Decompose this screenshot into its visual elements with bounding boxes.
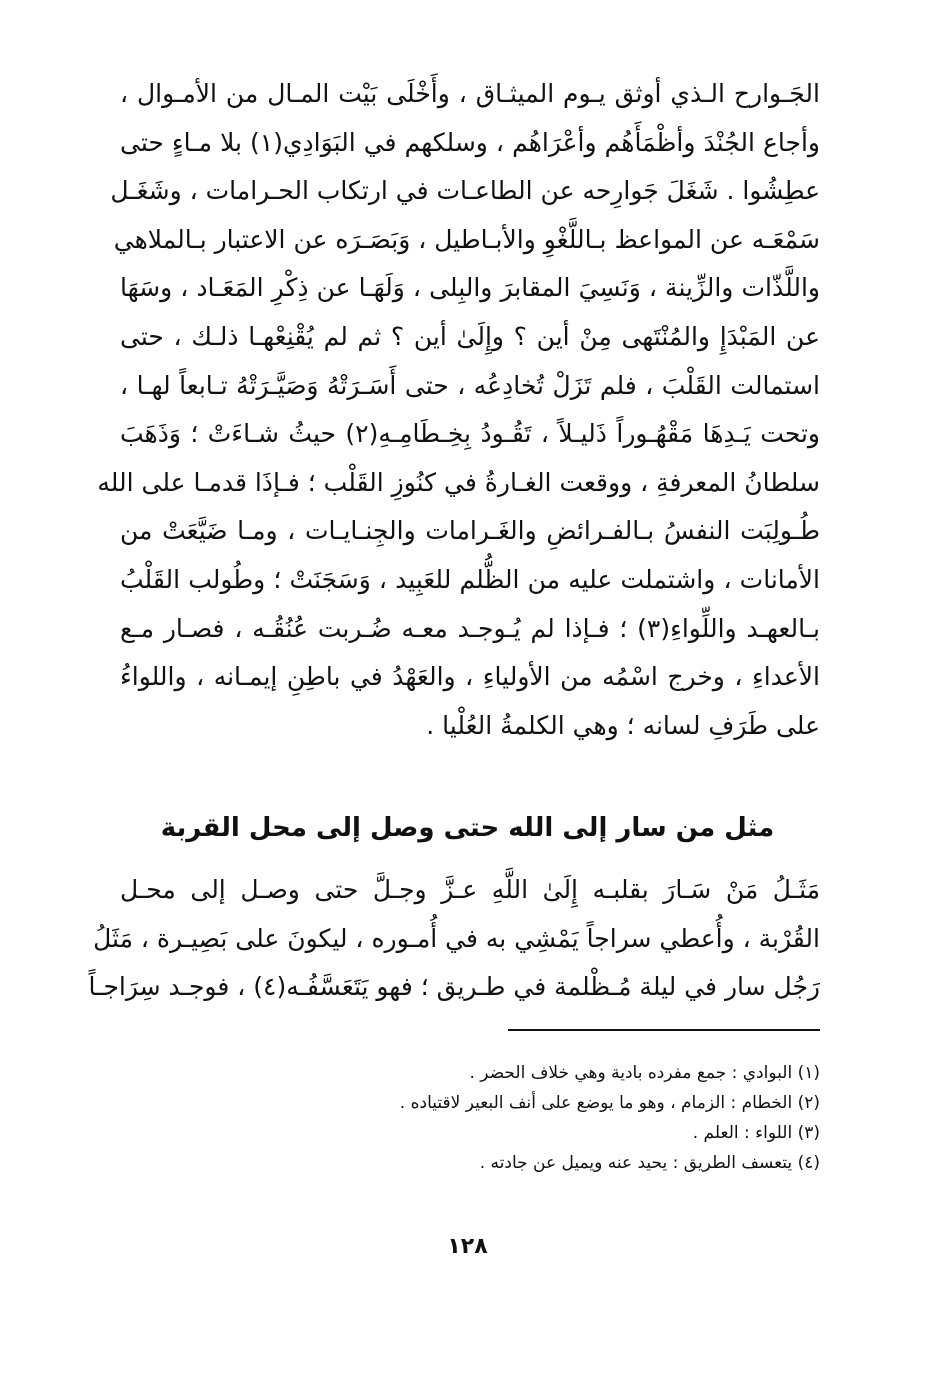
footnote-2: (٢) الخطام : الزمام ، وهو ما يوضع على أنف البعير لاقتياده . [399,1093,820,1113]
text-line: واللَّذّات والزِّينة ، وَنَسِيَ المقابرَ والبِلى ، وَلَهَـا عن ذِكْرِ المَعَـاد ، وسَهَا [120,273,820,303]
text-line: وأجاع الجُنْدَ وأظْمَأَهُم وأعْرَاهُم ، وسلكهم في البَوَادِي(١) بلا مـاءٍ حتى [120,127,820,157]
footnotes [120,1058,820,1178]
text-line: مَثَـلُ مَنْ سَـارَ بقلبـه إِلَىٰ اللَّهِ عـزَّ وجـلَّ حتى وصـل إلى محـل [120,875,820,904]
text-line: الأمانات ، واشتملت عليه من الظُّلم للعَبِيد ، وَسَجَنَتْ ؛ وطُولب القَلْبُ [120,564,820,594]
page-number: ١٢٨ [447,1234,488,1259]
text-line: طُـولِبَت النفسُ بـالفـرائضِ والغَـرامات والجِنـايـات ، ومـا ضَيَّعَتْ من [120,516,820,546]
text-line: على طَرَفِ لسانه ؛ وهي الكلمةُ العُلْيا . [426,710,820,740]
text-line: سلطانُ المعرفةِ ، ووقعت الغـارةُ في كنُوزِ القَلْب ؛ فـإذَا قدمـا على الله [97,467,820,497]
text-line: القُرْبة ، وأُعطي سراجاً يَمْشِي به في أُمـوره ، ليكونَ على بَصِيـرة ، مَثَلُ [93,923,820,953]
text-line: سَمْعَـه عن المواعظ بـاللَّغْوِ والأبـاطيل ، وَبَصَـرَه عن الاعتبار بـالملاهي [113,224,820,254]
text-line: عطِشُوا . شَغَلَ جَوارِحه عن الطاعـات في ارتكاب الحـرامات ، وشَغَـل [110,176,820,206]
footnote-3: (٣) اللواء : العلم . [692,1123,820,1143]
text-line: الجَـوارح الـذي أوثق يـوم الميثـاق ، وأَخْلَى بَيْت المـال من الأمـوال ، [120,79,820,108]
footnote-1: (١) البوادي : جمع مفرده بادية وهي خلاف الحضر . [469,1063,820,1083]
footnote-4: (٤) يتعسف الطريق : يحيد عنه ويميل عن جادته . [479,1153,820,1173]
section-paragraph [88,866,820,1012]
main-paragraph [97,70,821,750]
text-line: عن المَبْدَإِ والمُنْتَهى مِنْ أين ؟ وإِلَىٰ أين ؟ ثم لم يُقْنِعْهـا ذلـك ، حتى [120,321,820,351]
footnote-separator [508,1029,820,1031]
text-line: الأعداءِ ، وخرج اسْمُه من الأولياءِ ، والعَهْدُ في باطِنِ إيمـانه ، واللواءُ [120,662,820,692]
text-line: وتحت يَـدِهَا مَقْهُـوراً ذَليـلاً ، تَقُـودُ بِخِـطَامِـهِ(٢) حيثُ شـاءَتْ ؛ وَذَهَبَ [120,419,821,449]
text-line: رَجُل سار في ليلة مُـظْلمة في طـريق ؛ فهو يَتَعَسَّفُـه(٤) ، فوجـد سِرَاجـاً [88,972,820,1002]
text-line: بـالعهـد واللِّواءِ(٣) ؛ فـإذا لم يُـوجـد معـه ضُـربت عُنُقُـه ، فصـار مـع [120,613,821,643]
section-heading: مثل من سار إلى الله حتى وصل إلى محل القربة [160,813,775,843]
text-line: استمالت القَلْبَ ، فلم تَزَلْ تُخادِعُه ، حتى أَسَـرَتْهُ وَصَيَّـرَتْهُ تـابعاً لهـا ، [120,370,820,400]
